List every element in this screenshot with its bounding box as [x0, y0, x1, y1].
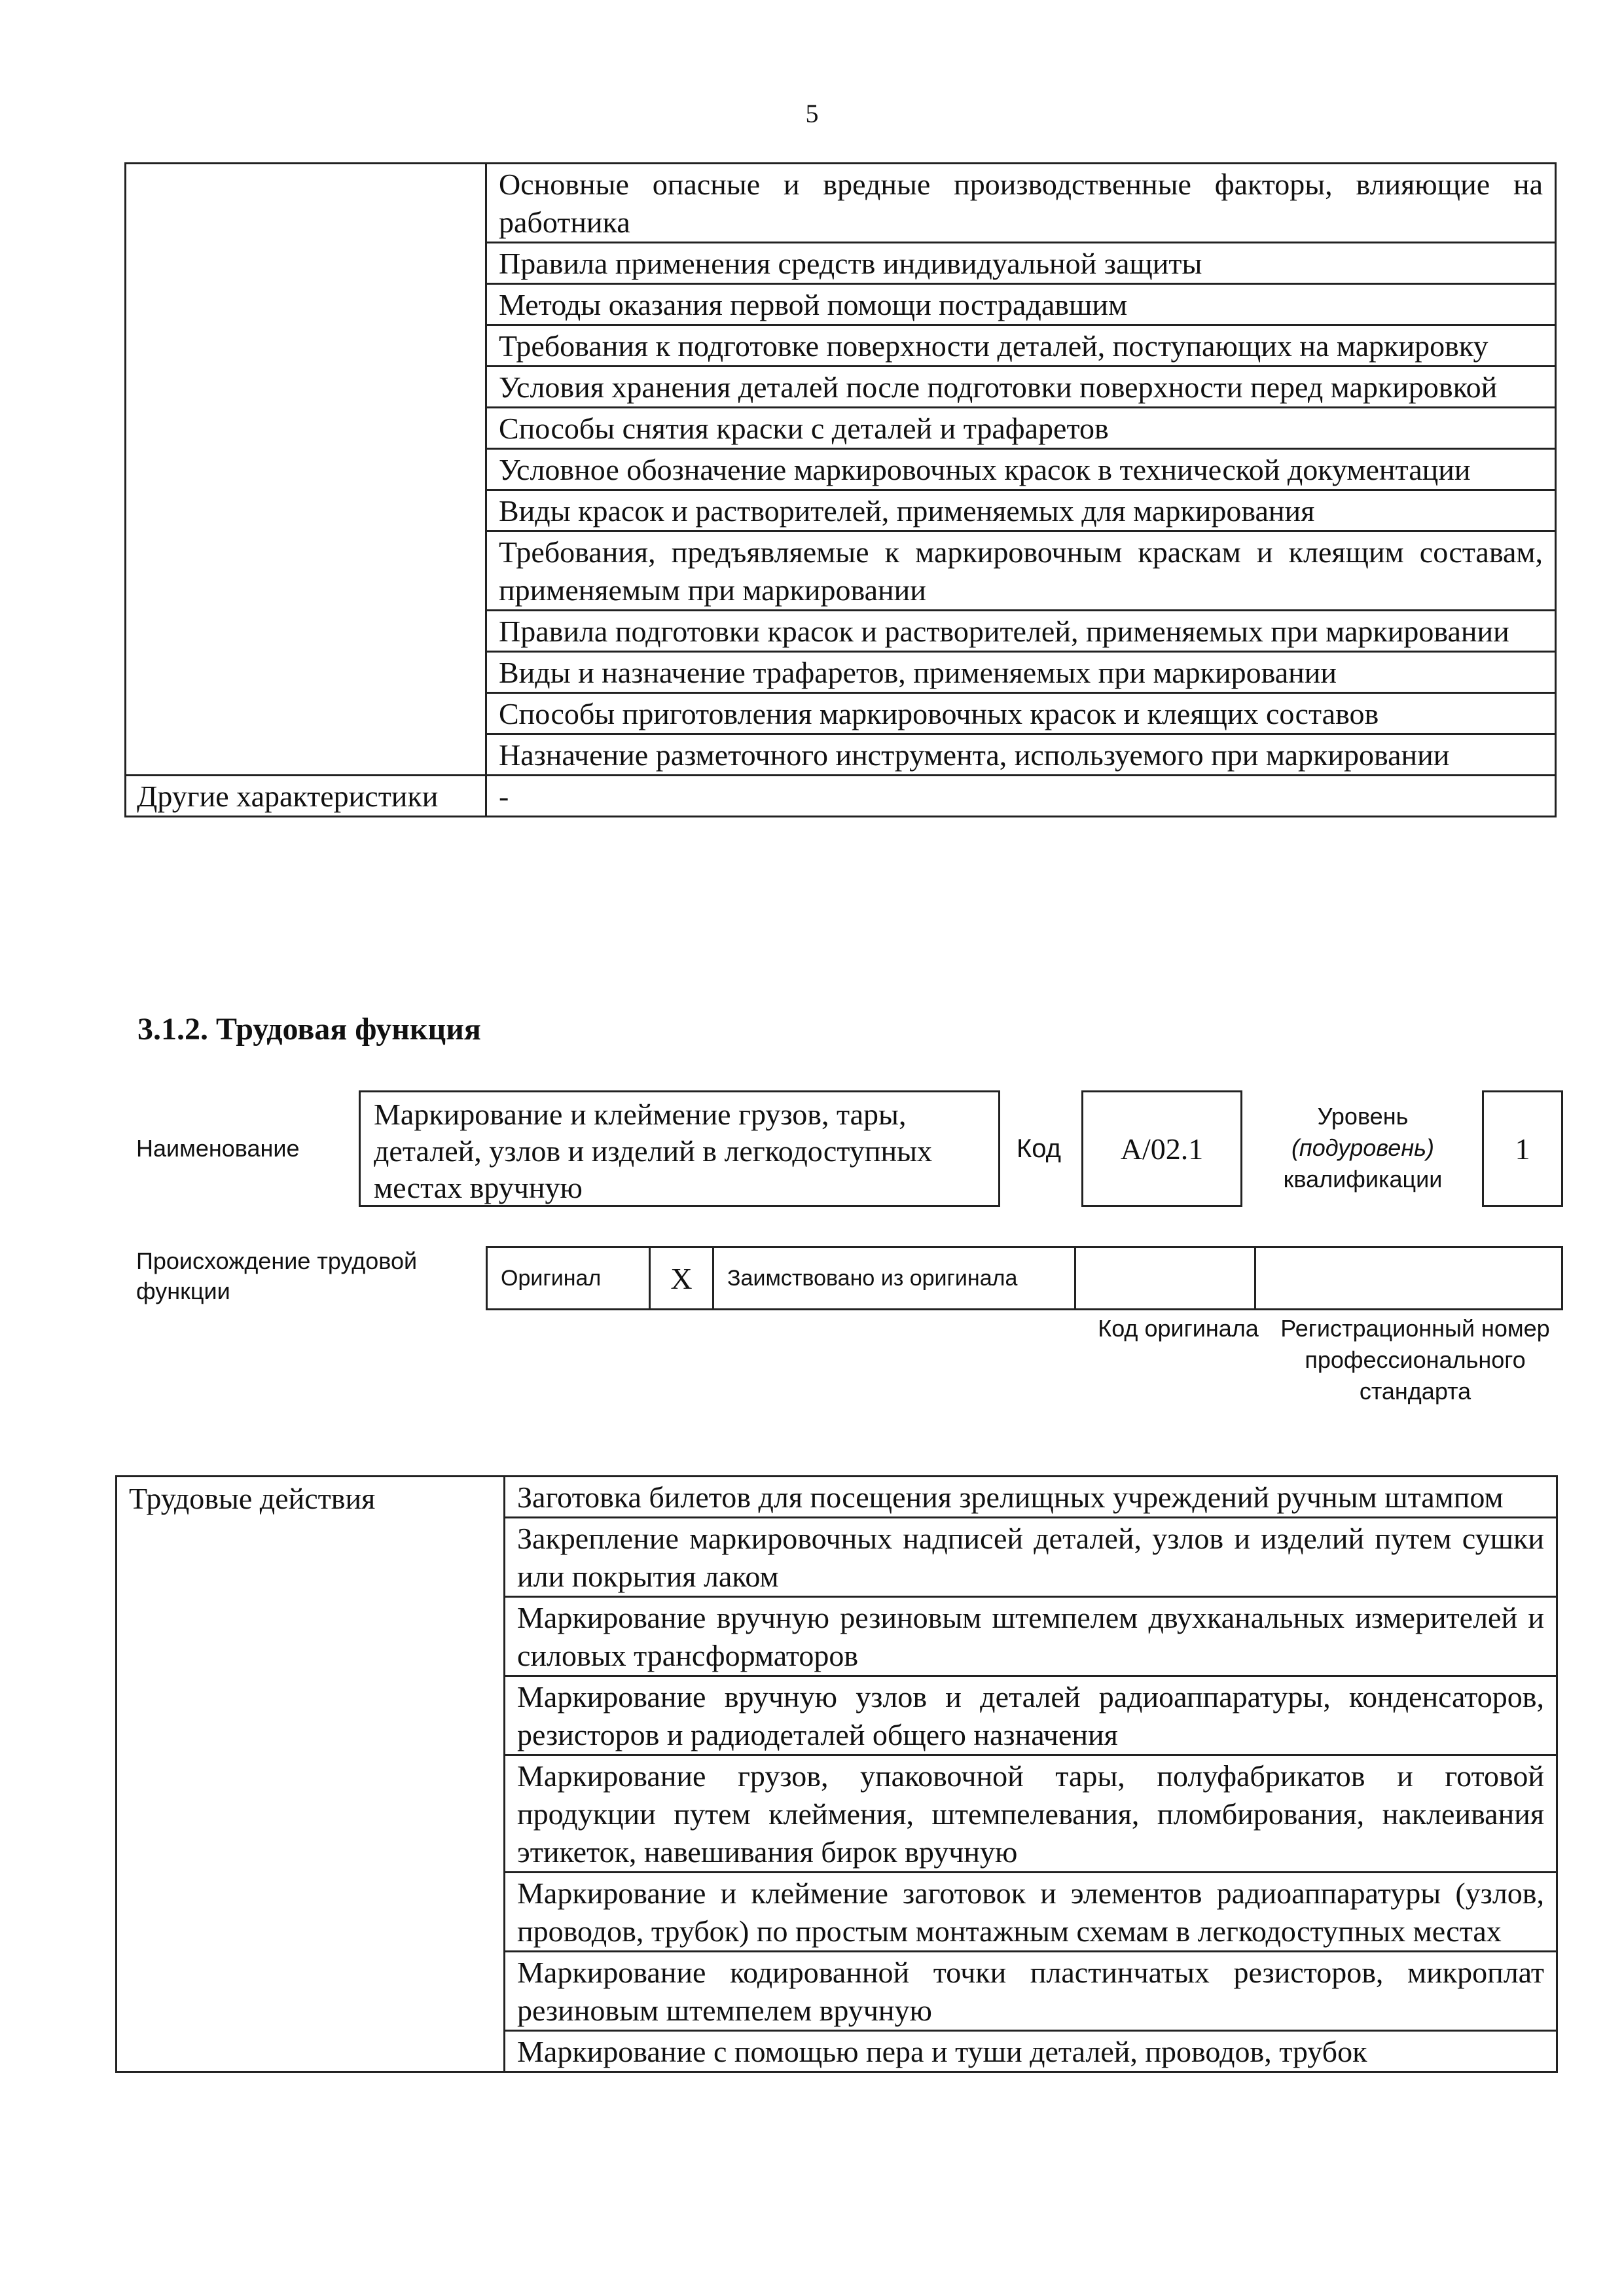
labor-action-item: Маркирование и клеймение заготовок и элементов радиоаппаратуры (узлов, проводов, трубок) по простым монтажным схемам в легкодоступных местах: [505, 1873, 1557, 1952]
labor-action-item: Закрепление маркировочных надписей деталей, узлов и изделий путем сушки или покрытия лаком: [505, 1518, 1557, 1597]
knowledge-item: Назначение разметочного инструмента, используемого при маркировании: [486, 734, 1556, 776]
registration-number-cell: [1255, 1247, 1562, 1310]
level-label-line-3: квалификации: [1283, 1166, 1443, 1193]
knowledge-item: Методы оказания первой помощи пострадавшим: [486, 284, 1556, 325]
labor-action-item: Маркирование с помощью пера и туши деталей, проводов, трубок: [505, 2031, 1557, 2072]
code-label: Код: [1017, 1134, 1062, 1163]
knowledge-item: Виды и назначение трафаретов, применяемых при маркировании: [486, 652, 1556, 693]
knowledge-item: Способы приготовления маркировочных красок и клеящих составов: [486, 693, 1556, 734]
origin-table: [486, 1246, 1563, 1310]
knowledge-item: Правила подготовки красок и растворителей, применяемых при маркировании: [486, 611, 1556, 652]
knowledge-item: Условное обозначение маркировочных красок в технической документации: [486, 449, 1556, 490]
original-mark: X: [650, 1247, 713, 1310]
knowledge-item: Требования к подготовке поверхности деталей, поступающих на маркировку: [486, 325, 1556, 367]
level-label-line-1: Уровень: [1317, 1103, 1409, 1130]
borrowed-label: Заимствовано из оригинала: [713, 1247, 1075, 1310]
knowledge-item: Способы снятия краски с деталей и трафаретов: [486, 408, 1556, 449]
knowledge-item: Правила применения средств индивидуальной защиты: [486, 243, 1556, 284]
level-value-box: 1: [1482, 1090, 1563, 1207]
original-code-cell: [1075, 1247, 1255, 1310]
labor-actions-table: [115, 1475, 1558, 2073]
knowledge-item: Основные опасные и вредные производственные факторы, влияющие на работника: [486, 164, 1556, 243]
knowledge-label-cell: [126, 164, 486, 776]
labor-action-item: Маркирование вручную узлов и деталей радиоаппаратуры, конденсаторов, резисторов и радиодеталей общего назначения: [505, 1676, 1557, 1755]
page-number: 5: [805, 99, 819, 128]
labor-action-item: Маркирование грузов, упаковочной тары, полуфабрикатов и готовой продукции путем клеймения, штемпелевания, пломбирования, наклеивания этикеток, навешивания бирок вручную: [505, 1755, 1557, 1873]
registration-number-caption: Регистрационный номер профессионального стандарта: [1280, 1315, 1550, 1405]
name-label: Наименование: [136, 1135, 300, 1162]
labor-actions-label: Трудовые действия: [117, 1477, 505, 2072]
other-characteristics-label: Другие характеристики: [126, 776, 486, 817]
level-label-line-2: (подуровень): [1291, 1134, 1435, 1161]
code-value-box: A/02.1: [1081, 1090, 1242, 1207]
origin-label: Происхождение трудовой функции: [136, 1247, 418, 1304]
knowledge-item: Виды красок и растворителей, применяемых для маркирования: [486, 490, 1556, 531]
section-title: 3.1.2. Трудовая функция: [137, 1012, 481, 1047]
level-label: [1255, 1101, 1470, 1195]
labor-action-item: Заготовка билетов для посещения зрелищных учреждений ручным штампом: [505, 1477, 1557, 1518]
knowledge-item: Требования, предъявляемые к маркировочным краскам и клеящим составам, применяемым при маркировании: [486, 531, 1556, 611]
other-characteristics-value: -: [486, 776, 1556, 817]
original-code-caption: Код оригинала: [1098, 1315, 1259, 1342]
knowledge-item: Условия хранения деталей после подготовки поверхности перед маркировкой: [486, 367, 1556, 408]
original-label: Оригинал: [487, 1247, 650, 1310]
labor-action-item: Маркирование кодированной точки пластинчатых резисторов, микроплат резиновым штемпелем вручную: [505, 1952, 1557, 2031]
name-value-box: Маркирование и клеймение грузов, тары, деталей, узлов и изделий в легкодоступных местах вручную: [359, 1090, 1000, 1207]
knowledge-table: [124, 162, 1557, 817]
labor-action-item: Маркирование вручную резиновым штемпелем двухканальных измерителей и силовых трансформаторов: [505, 1597, 1557, 1676]
